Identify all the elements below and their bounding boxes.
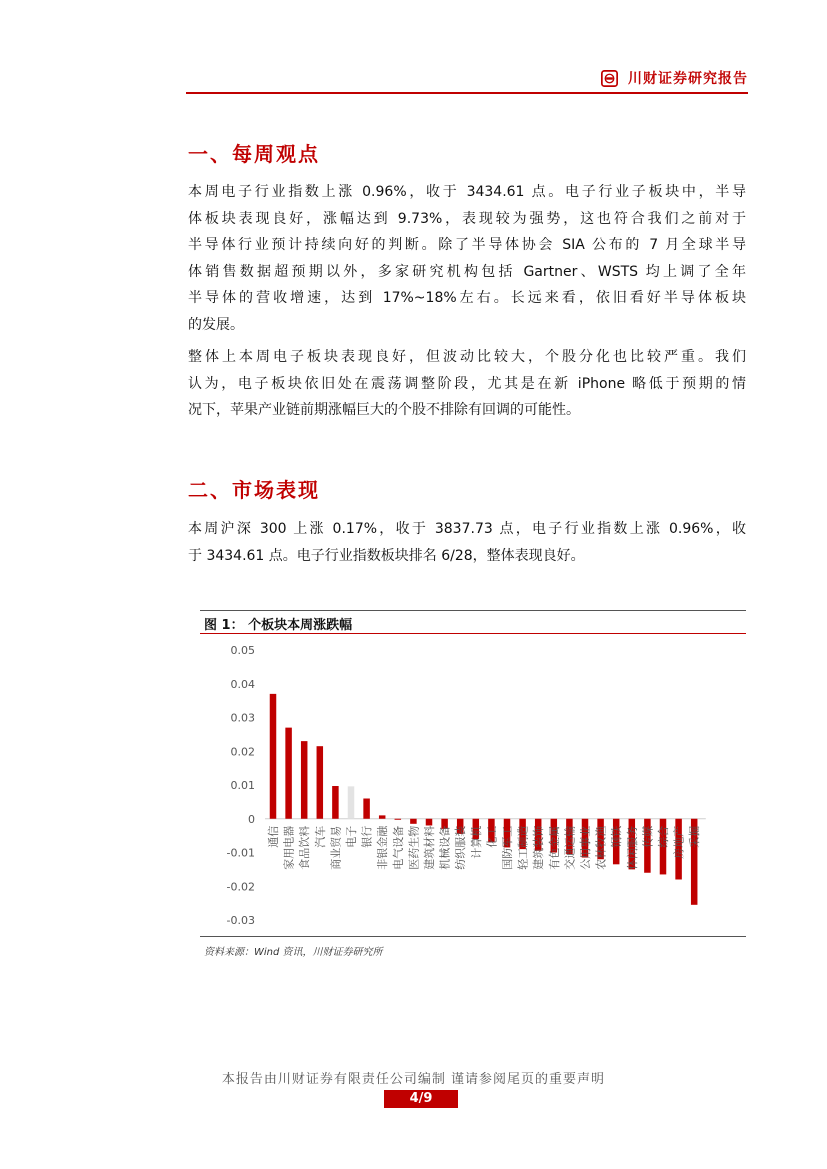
bar (363, 799, 370, 819)
text-line: 整体上本周电子板块表现良好，但波动比较大，个股分化也比较严重。我们 (188, 349, 746, 365)
y-tick-label: 0.01 (230, 779, 255, 792)
x-tick-label: 医药生物 (407, 825, 421, 870)
x-tick-label: 银行 (360, 825, 374, 848)
footer-disclaimer: 本报告由川财证券有限责任公司编制 谨请参阅尾页的重要声明 (221, 1072, 606, 1087)
y-tick-label: -0.01 (226, 846, 255, 860)
figure-rule-title (200, 633, 746, 634)
x-tick-label: 通信 (267, 825, 280, 848)
bar (270, 694, 277, 819)
text-line: 于 3434.61 点。电子行业指数板块排名 6/28，整体表现良好。 (188, 547, 585, 564)
bar (379, 815, 386, 818)
text-line: 半导体行业预计持续向好的判断。除了半导体协会 SIA 公布的 7 月全球半导 (188, 237, 746, 253)
bar (332, 786, 339, 819)
bar (410, 819, 417, 824)
bar (317, 746, 324, 819)
bar-chart (200, 638, 746, 933)
header-brand (601, 68, 748, 88)
x-tick-label: 钢铁 (610, 825, 624, 848)
x-tick-label: 化工 (485, 825, 499, 848)
text-line: 体板块表现良好，涨幅达到 9.73%，表现较为强势，这也符合我们之前对于 (188, 210, 746, 227)
y-tick-label: 0.03 (230, 711, 255, 725)
x-tick-label: 家用电器 (282, 825, 296, 870)
bar (348, 786, 355, 818)
paragraph-weekly-view-2 (188, 344, 746, 424)
x-tick-label: 房地产 (672, 825, 686, 859)
figure-rule-bottom (200, 936, 746, 937)
figure-rule-top (200, 610, 746, 611)
x-tick-label: 休闲服务 (625, 825, 639, 870)
y-tick-label: 0.04 (230, 677, 255, 691)
text-line: 本周沪深 300 上涨 0.17%，收于 3837.73 点，电子行业指数上涨 0.96%，收 (188, 521, 746, 537)
y-tick-label: -0.03 (226, 914, 255, 927)
bar (285, 728, 292, 819)
text-line: 半导体的营收增速，达到 17%~18%左右。长远来看，依旧看好半导体板块 (188, 290, 746, 306)
y-tick-label: 0 (248, 812, 255, 826)
x-tick-label: 建筑装饰 (532, 825, 546, 870)
page-header (186, 62, 748, 94)
figure-sector-performance (200, 610, 746, 960)
x-tick-label: 综合 (657, 825, 670, 848)
x-tick-label: 食品饮料 (298, 825, 312, 870)
page-number: 4/9 (384, 1090, 458, 1108)
x-tick-label: 轻工制造 (516, 825, 530, 870)
header-rule (186, 92, 748, 94)
y-tick-label: 0.05 (230, 644, 255, 657)
figure-source: 资料来源：Wind 资讯，川财证券研究所 (204, 947, 383, 958)
paragraph-market-performance (188, 516, 746, 569)
text-line: 认为，电子板块依旧处在震荡调整阶段，尤其是在新 iPhone 略低于预期的情 (188, 375, 746, 392)
text-line: 况下，苹果产业链前期涨幅巨大的个股不排除有回调的可能性。 (188, 402, 580, 418)
paragraph-weekly-view-1 (188, 179, 746, 338)
x-tick-label: 商业贸易 (329, 825, 343, 870)
x-tick-label: 汽车 (313, 825, 327, 848)
company-logo-icon (601, 70, 618, 87)
x-tick-label: 国防军工 (501, 825, 514, 870)
bar (395, 819, 402, 820)
text-line: 体销售数据超预期以外，多家研究机构包括 Gartner、WSTS 均上调了全年 (188, 263, 746, 280)
figure-title: 图 1： 个板块本周涨跌幅 (204, 618, 353, 633)
x-tick-label: 有色金属 (547, 825, 561, 870)
text-line: 本周电子行业指数上涨 0.96%，收于 3434.61 点。电子行业子板块中，半导 (188, 184, 746, 200)
x-tick-label: 计算机 (469, 825, 483, 859)
x-tick-label: 非银金融 (376, 825, 390, 870)
section-heading-weekly-view: 一、每周观点 (188, 142, 320, 166)
x-tick-label: 农林牧渔 (594, 825, 608, 870)
x-tick-label: 公用事业 (579, 825, 592, 870)
x-tick-label: 建筑材料 (423, 825, 436, 870)
x-tick-label: 传媒 (641, 825, 655, 848)
y-tick-label: -0.02 (226, 880, 255, 894)
text-line: 的发展。 (188, 316, 244, 333)
y-tick-label: 0.02 (230, 745, 255, 759)
bar (426, 819, 433, 826)
x-tick-label: 纺织服装 (454, 825, 468, 870)
x-tick-label: 电子 (345, 825, 358, 848)
brand-name: 川财证券研究报告 (628, 71, 748, 87)
section-heading-market-performance: 二、市场表现 (188, 478, 320, 502)
bar (301, 741, 308, 819)
x-tick-label: 采掘 (688, 825, 702, 848)
x-tick-label: 交通运输 (563, 825, 577, 870)
x-tick-label: 电气设备 (391, 825, 405, 870)
x-tick-label: 机械设备 (438, 825, 452, 870)
